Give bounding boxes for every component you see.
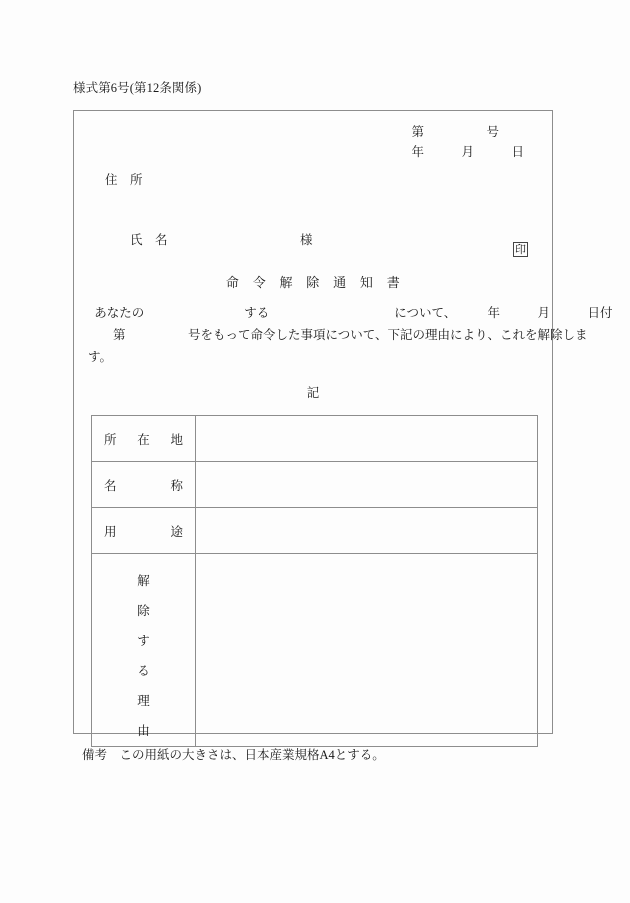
row-label-reason xyxy=(92,554,196,747)
table-row-reason xyxy=(92,554,538,747)
reason-label-char: 由 xyxy=(137,724,150,738)
row-value-location[interactable] xyxy=(196,416,538,462)
body-paragraph xyxy=(88,302,613,368)
footer-note: 備考 この用紙の大きさは、日本産業規格A4とする。 xyxy=(82,748,385,762)
reason-label-char: す xyxy=(137,634,150,648)
body-line-3: す。 xyxy=(88,350,113,364)
row-value-reason[interactable] xyxy=(196,554,538,747)
label-char-left: 名 xyxy=(104,478,117,493)
document-meta-block xyxy=(411,122,524,162)
address-label: 住 所 xyxy=(105,173,143,187)
table-row xyxy=(92,508,538,554)
reason-label-char: 理 xyxy=(137,694,150,708)
document-date-line: 年 月 日 xyxy=(411,145,524,159)
label-char-right: 地 xyxy=(170,432,183,447)
row-label-location xyxy=(92,416,196,462)
form-number-heading: 様式第6号(第12条関係) xyxy=(73,81,202,95)
form-outer-border xyxy=(73,110,613,738)
honorific-label: 様 xyxy=(300,233,313,247)
label-char-mid: 在 xyxy=(137,432,150,447)
reason-label-char: 除 xyxy=(137,604,150,618)
reason-label-char: る xyxy=(137,664,150,678)
label-char-left: 所 xyxy=(104,432,117,447)
details-table xyxy=(91,415,538,747)
table-row xyxy=(92,416,538,462)
table-row xyxy=(92,462,538,508)
document-title: 命 令 解 除 通 知 書 xyxy=(225,275,401,290)
row-label-usage xyxy=(92,508,196,554)
seal-icon: 印 xyxy=(515,244,526,256)
document-number-line: 第 号 xyxy=(411,125,499,139)
body-line-1: あなたの する について、 年 月 日付 xyxy=(88,306,613,320)
label-char-right: 称 xyxy=(170,478,183,493)
label-char-left: 用 xyxy=(104,524,117,539)
addressee-block xyxy=(105,165,313,285)
row-value-usage[interactable] xyxy=(196,508,538,554)
reason-label-char: 解 xyxy=(137,574,150,588)
row-label-name xyxy=(92,462,196,508)
row-value-name[interactable] xyxy=(196,462,538,508)
ki-marker: 記 xyxy=(306,386,320,400)
body-line-2: 第 号をもって命令した事項について、下記の理由により、これを解除しま xyxy=(88,328,588,342)
name-label: 氏 名 xyxy=(130,233,168,247)
label-char-right: 途 xyxy=(170,524,183,539)
